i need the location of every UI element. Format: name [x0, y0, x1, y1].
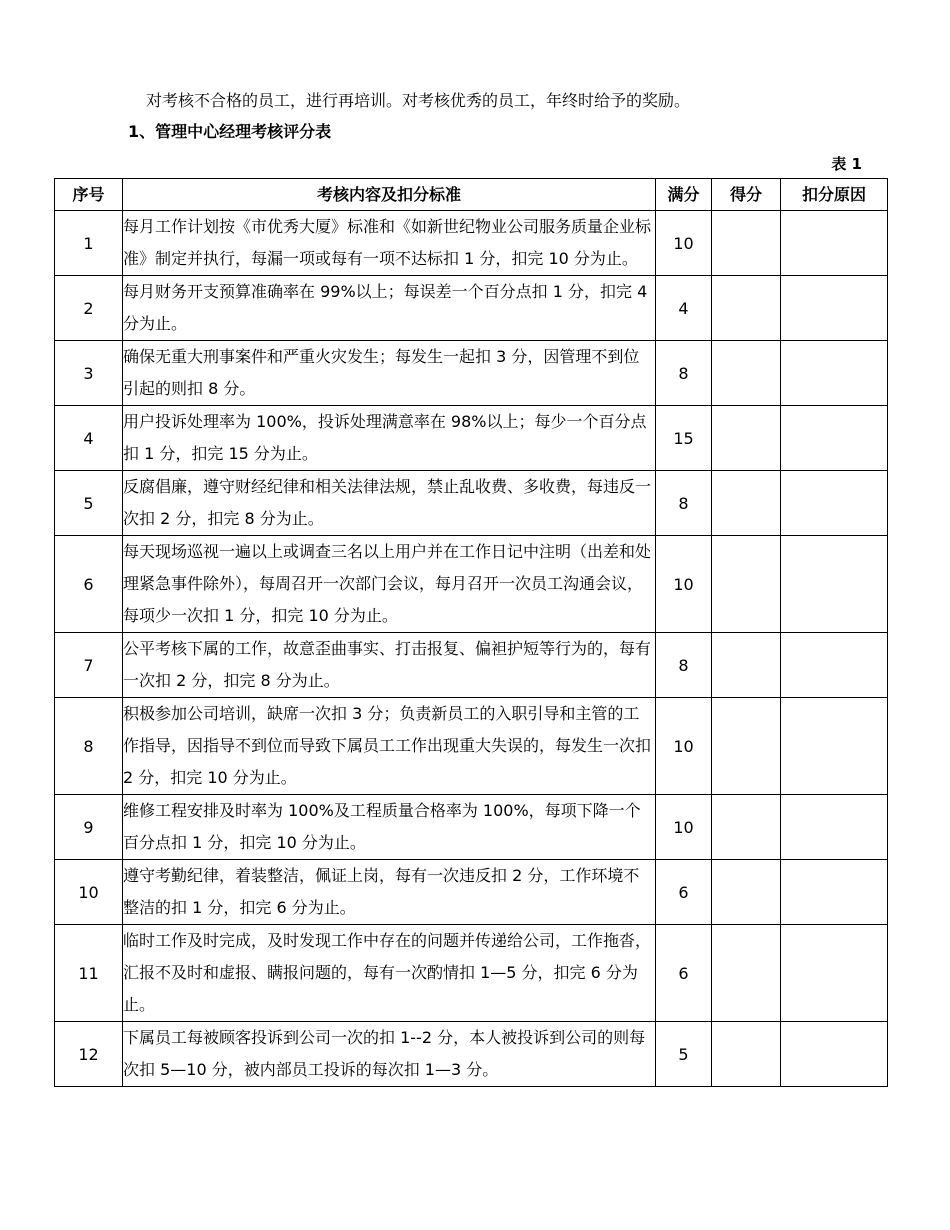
row-content: 用户投诉处理率为 100%，投诉处理满意率在 98%以上；每少一个百分点扣 1 分，扣完 15 分为止。	[123, 406, 656, 471]
row-content: 反腐倡廉，遵守财经纪律和相关法律法规，禁止乱收费、多收费，每违反一次扣 2 分，扣完 8 分为止。	[123, 471, 656, 536]
row-content: 每月工作计划按《市优秀大厦》标准和《如新世纪物业公司服务质量企业标准》制定并执行，每漏一项或每有一项不达标扣 1 分，扣完 10 分为止。	[123, 211, 656, 276]
row-full-score: 8	[656, 633, 712, 698]
row-reason-cell	[781, 698, 888, 795]
table-row	[55, 471, 888, 536]
row-reason-cell	[781, 276, 888, 341]
header-reason: 扣分原因	[781, 179, 888, 211]
table-row	[55, 860, 888, 925]
row-content: 下属员工每被顾客投诉到公司一次的扣 1--2 分，本人被投诉到公司的则每次扣 5—10 分，被内部员工投诉的每次扣 1—3 分。	[123, 1022, 656, 1087]
section-title: 1、管理中心经理考核评分表	[128, 122, 332, 141]
header-index: 序号	[55, 179, 123, 211]
row-reason-cell	[781, 536, 888, 633]
row-full-score: 15	[656, 406, 712, 471]
table-label: 表 1	[831, 155, 862, 173]
table-row	[55, 698, 888, 795]
row-score-cell	[712, 276, 781, 341]
row-full-score: 10	[656, 536, 712, 633]
row-reason-cell	[781, 471, 888, 536]
row-index: 11	[55, 925, 123, 1022]
row-full-score: 8	[656, 471, 712, 536]
row-score-cell	[712, 536, 781, 633]
table-row	[55, 925, 888, 1022]
row-index: 9	[55, 795, 123, 860]
row-full-score: 10	[656, 698, 712, 795]
row-index: 8	[55, 698, 123, 795]
header-score: 得分	[712, 179, 781, 211]
table-header-row	[55, 179, 888, 211]
table-row	[55, 633, 888, 698]
row-index: 12	[55, 1022, 123, 1087]
row-full-score: 6	[656, 925, 712, 1022]
table-row	[55, 1022, 888, 1087]
table-row	[55, 341, 888, 406]
row-reason-cell	[781, 341, 888, 406]
table-row	[55, 536, 888, 633]
table-row	[55, 276, 888, 341]
row-full-score: 5	[656, 1022, 712, 1087]
row-content: 维修工程安排及时率为 100%及工程质量合格率为 100%，每项下降一个百分点扣 1 分，扣完 10 分为止。	[123, 795, 656, 860]
row-index: 7	[55, 633, 123, 698]
row-reason-cell	[781, 406, 888, 471]
row-score-cell	[712, 860, 781, 925]
row-content: 每月财务开支预算准确率在 99%以上；每误差一个百分点扣 1 分，扣完 4 分为止。	[123, 276, 656, 341]
row-reason-cell	[781, 795, 888, 860]
row-full-score: 6	[656, 860, 712, 925]
row-score-cell	[712, 406, 781, 471]
row-score-cell	[712, 211, 781, 276]
row-content: 确保无重大刑事案件和严重火灾发生；每发生一起扣 3 分，因管理不到位引起的则扣 8 分。	[123, 341, 656, 406]
table-row	[55, 406, 888, 471]
row-full-score: 4	[656, 276, 712, 341]
row-index: 1	[55, 211, 123, 276]
header-full-score: 满分	[656, 179, 712, 211]
row-reason-cell	[781, 925, 888, 1022]
row-reason-cell	[781, 211, 888, 276]
row-content: 遵守考勤纪律，着装整洁，佩证上岗，每有一次违反扣 2 分，工作环境不整洁的扣 1 分，扣完 6 分为止。	[123, 860, 656, 925]
row-score-cell	[712, 925, 781, 1022]
row-index: 2	[55, 276, 123, 341]
row-index: 5	[55, 471, 123, 536]
row-content: 积极参加公司培训，缺席一次扣 3 分；负责新员工的入职引导和主管的工作指导，因指导不到位而导致下属员工工作出现重大失误的，每发生一次扣 2 分，扣完 10 分为止。	[123, 698, 656, 795]
row-content: 临时工作及时完成，及时发现工作中存在的问题并传递给公司，工作拖沓，汇报不及时和虚报、瞒报问题的，每有一次酌情扣 1—5 分，扣完 6 分为止。	[123, 925, 656, 1022]
row-full-score: 10	[656, 795, 712, 860]
row-score-cell	[712, 1022, 781, 1087]
row-score-cell	[712, 795, 781, 860]
row-reason-cell	[781, 633, 888, 698]
row-index: 10	[55, 860, 123, 925]
row-index: 3	[55, 341, 123, 406]
row-full-score: 10	[656, 211, 712, 276]
row-reason-cell	[781, 1022, 888, 1087]
row-content: 公平考核下属的工作，故意歪曲事实、打击报复、偏袒护短等行为的，每有一次扣 2 分，扣完 8 分为止。	[123, 633, 656, 698]
row-score-cell	[712, 471, 781, 536]
row-full-score: 8	[656, 341, 712, 406]
row-index: 6	[55, 536, 123, 633]
intro-paragraph: 对考核不合格的员工，进行再培训。对考核优秀的员工，年终时给予的奖励。	[146, 91, 691, 110]
table-row	[55, 795, 888, 860]
row-score-cell	[712, 633, 781, 698]
row-score-cell	[712, 698, 781, 795]
header-content: 考核内容及扣分标准	[123, 179, 656, 211]
row-index: 4	[55, 406, 123, 471]
evaluation-table	[54, 178, 888, 1087]
row-reason-cell	[781, 860, 888, 925]
table-row	[55, 211, 888, 276]
row-score-cell	[712, 341, 781, 406]
row-content: 每天现场巡视一遍以上或调查三名以上用户并在工作日记中注明（出差和处理紧急事件除外），每周召开一次部门会议，每月召开一次员工沟通会议，每项少一次扣 1 分，扣完 10 分为止。	[123, 536, 656, 633]
